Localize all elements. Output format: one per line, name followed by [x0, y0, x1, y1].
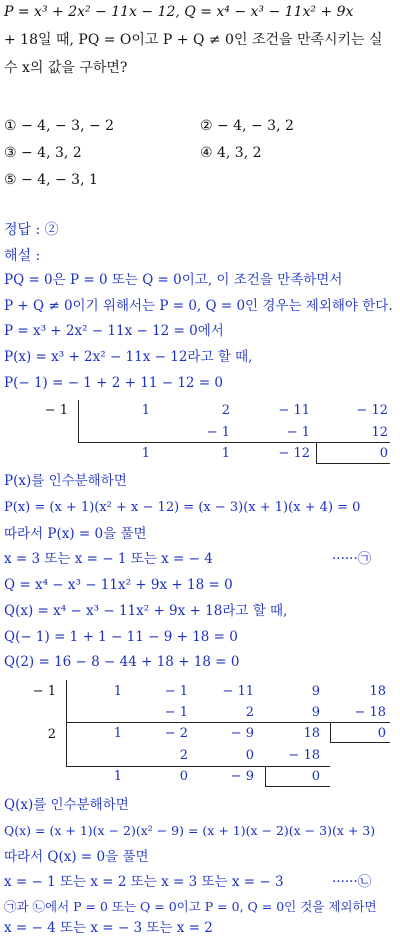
table2-r3c1: 1 — [113, 726, 122, 741]
table1-r1c2: 2 — [221, 403, 230, 418]
table2-r2c3: 2 — [245, 705, 254, 720]
explanation-line-2: P + Q ≠ 0이기 위해서는 P = 0, Q = 0인 경우는 제외해야 한다. — [4, 298, 393, 314]
table2-r1c5: 18 — [369, 684, 386, 699]
table1-r3c2: 1 — [221, 446, 230, 461]
table2-r1c4: 9 — [311, 684, 320, 699]
table2-r2c4: 9 — [311, 705, 320, 720]
option-4[interactable]: ④ 4, 3, 2 — [200, 145, 262, 161]
option-1[interactable]: ① − 4, − 3, − 2 — [4, 118, 115, 134]
table1-r1c3: − 11 — [278, 403, 310, 418]
table2-remainder-bottom-2 — [265, 786, 330, 787]
table2-r2c5: − 18 — [354, 705, 386, 720]
explanation2-line-7: Q(− 1) = 1 + 1 − 11 − 9 + 18 = 0 — [4, 629, 238, 645]
table2-horizontal-rule-2 — [66, 766, 330, 767]
table2-r1c3: − 11 — [222, 684, 254, 699]
question-line-2: + 18일 때, PQ = O이고 P + Q ≠ 0인 조건을 만족시키는 실 — [4, 32, 383, 48]
table2-remainder-bottom-1 — [330, 742, 390, 743]
table2-r3c3: − 9 — [230, 726, 254, 741]
explanation-line-1: PQ = 0은 P = 0 또는 Q = 0이고, 이 조건을 만족하면서 — [4, 272, 343, 288]
table2-r5c4: 0 — [311, 769, 320, 784]
explanation2-line-6: Q(x) = x⁴ − x³ − 11x² + 9x + 18라고 할 때, — [4, 603, 288, 619]
table2-r5c2: 0 — [179, 769, 188, 784]
table1-vertical-rule — [78, 400, 79, 442]
explanation2-line-5: Q = x⁴ − x³ − 11x² + 9x + 18 = 0 — [4, 577, 233, 593]
explanation3-line-3: 따라서 Q(x) = 0을 풀면 — [4, 849, 149, 865]
table2-r1c2: − 1 — [164, 684, 188, 699]
table2-r3c5: 0 — [377, 726, 386, 741]
mark-2: ······㉡ — [332, 874, 372, 890]
explanation2-line-3: 따라서 P(x) = 0을 풀면 — [4, 526, 147, 542]
table1-r3c1: 1 — [141, 446, 150, 461]
table2-horizontal-rule-1 — [66, 722, 390, 723]
table2-divisor-2: 2 — [47, 727, 56, 742]
table1-remainder-bottom — [316, 463, 390, 464]
table2-r5c1: 1 — [113, 769, 122, 784]
table1-r2c4: 12 — [371, 425, 388, 440]
table1-r1c4: − 12 — [356, 403, 388, 418]
option-5[interactable]: ⑤ − 4, − 3, 1 — [4, 172, 98, 188]
table1-r2c2: − 1 — [206, 425, 230, 440]
table1-r3c4: 0 — [379, 446, 388, 461]
table2-r1c1: 1 — [113, 684, 122, 699]
table1-remainder-rule — [316, 442, 317, 464]
table1-divisor: − 1 — [44, 403, 68, 418]
explanation-line-4: P(x) = x³ + 2x² − 11x − 12라고 할 때, — [4, 349, 253, 365]
explanation3-line-4: x = − 1 또는 x = 2 또는 x = 3 또는 x = − 3 — [4, 874, 284, 890]
table2-r2c2: − 1 — [164, 705, 188, 720]
table1-r2c3: − 1 — [286, 425, 310, 440]
table2-r4c2: 2 — [179, 748, 188, 763]
question-line-1: P = x³ + 2x² − 11x − 12, Q = x⁴ − x³ − 11x² + 9x — [4, 4, 354, 20]
table2-r3c4: 18 — [303, 726, 320, 741]
mark-1: ······㉠ — [332, 551, 372, 567]
table1-r1c1: 1 — [141, 403, 150, 418]
explanation2-line-4: x = 3 또는 x = − 1 또는 x = − 4 — [4, 551, 213, 567]
answer-text: 정답 : ② — [4, 222, 59, 238]
table2-r4c4: − 18 — [288, 748, 320, 763]
explanation2-line-2: P(x) = (x + 1)(x² + x − 12) = (x − 3)(x + 1)(x + 4) = 0 — [4, 500, 361, 515]
question-line-3: 수 x의 값을 구하면? — [4, 60, 128, 76]
table2-r3c2: − 2 — [164, 726, 188, 741]
explanation3-line-6: x = − 4 또는 x = − 3 또는 x = 2 — [4, 920, 213, 936]
explanation-line-3: P = x³ + 2x² − 11x − 12 = 0에서 — [4, 323, 224, 339]
explanation-line-5: P(− 1) = − 1 + 2 + 11 − 12 = 0 — [4, 375, 224, 391]
option-3[interactable]: ③ − 4, 3, 2 — [4, 145, 82, 161]
explanation3-line-2: Q(x) = (x + 1)(x − 2)(x² − 9) = (x + 1)(x − 2)(x − 3)(x + 3) — [4, 823, 376, 838]
table2-r5c3: − 9 — [230, 769, 254, 784]
table2-r4c3: 0 — [245, 748, 254, 763]
explanation3-line-1: Q(x)를 인수분해하면 — [4, 797, 129, 813]
explanation-label: 해설 : — [4, 248, 41, 264]
table1-horizontal-rule — [78, 442, 390, 443]
table2-divisor-1: − 1 — [32, 684, 56, 699]
explanation3-line-5: ㉠과 ㉡에서 P = 0 또는 Q = 0이고 P = 0, Q = 0인 것을 제외하면 — [4, 899, 377, 914]
table1-r3c3: − 12 — [278, 446, 310, 461]
option-2[interactable]: ② − 4, − 3, 2 — [200, 118, 294, 134]
explanation2-line-8: Q(2) = 16 − 8 − 44 + 18 + 18 = 0 — [4, 654, 240, 670]
explanation2-line-1: P(x)를 인수분해하면 — [4, 473, 127, 489]
